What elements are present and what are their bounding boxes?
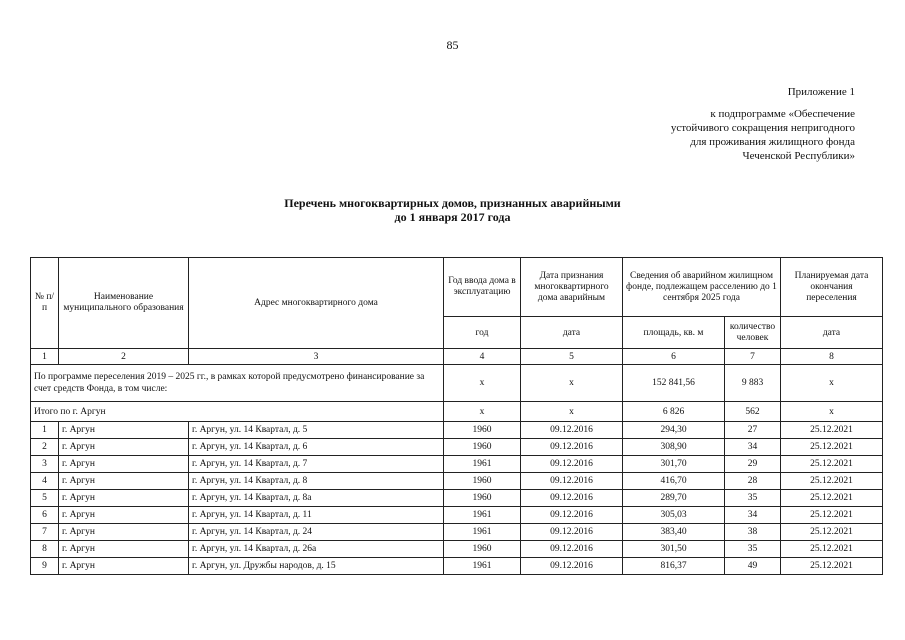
city-total-people: 562 [725,402,781,422]
city-total-end: х [781,402,883,422]
row-address: г. Аргун, ул. Дружбы народов, д. 15 [189,558,444,575]
row-area: 289,70 [623,490,725,507]
appendix-block [625,85,855,163]
appendix-title: Приложение 1 [787,86,855,98]
row-year: 1961 [444,507,521,524]
row-area: 294,30 [623,422,725,439]
row-area: 416,70 [623,473,725,490]
program-total-row [31,365,883,402]
subheader-year: год [444,317,521,349]
header-num: № п/п [31,258,59,349]
row-year: 1961 [444,524,521,541]
row-num: 4 [31,473,59,490]
row-people: 28 [725,473,781,490]
row-num: 7 [31,524,59,541]
document-title-line: до 1 января 2017 года [394,210,511,224]
row-date: 09.12.2016 [521,507,623,524]
row-date: 09.12.2016 [521,558,623,575]
row-people: 35 [725,541,781,558]
data-rows [31,422,883,575]
row-year: 1960 [444,439,521,456]
program-date: х [521,365,623,402]
row-area: 301,70 [623,456,725,473]
column-number: 8 [781,349,883,365]
row-end: 25.12.2021 [781,558,883,575]
table-row [31,541,883,558]
row-num: 9 [31,558,59,575]
table-row [31,456,883,473]
city-total-area: 6 826 [623,402,725,422]
row-date: 09.12.2016 [521,490,623,507]
program-year: х [444,365,521,402]
row-year: 1960 [444,490,521,507]
city-total-date: х [521,402,623,422]
table-row [31,524,883,541]
row-people: 38 [725,524,781,541]
row-year: 1961 [444,456,521,473]
row-date: 09.12.2016 [521,422,623,439]
column-number: 1 [31,349,59,365]
header-recognition-date: Дата признания многоквартирного дома аварийным [521,258,623,317]
row-people: 34 [725,439,781,456]
row-area: 816,37 [623,558,725,575]
row-address: г. Аргун, ул. 14 Квартал, д. 26а [189,541,444,558]
row-address: г. Аргун, ул. 14 Квартал, д. 5 [189,422,444,439]
row-people: 34 [725,507,781,524]
row-people: 49 [725,558,781,575]
row-address: г. Аргун, ул. 14 Квартал, д. 8а [189,490,444,507]
row-people: 27 [725,422,781,439]
row-area: 301,50 [623,541,725,558]
row-municipality: г. Аргун [59,558,189,575]
column-number: 2 [59,349,189,365]
row-address: г. Аргун, ул. 14 Квартал, д. 7 [189,456,444,473]
appendix-line: к подпрограмме «Обеспечение [710,108,855,120]
row-num: 2 [31,439,59,456]
column-number: 7 [725,349,781,365]
appendix-line: устойчивого сокращения непригодного [670,122,855,134]
row-municipality: г. Аргун [59,524,189,541]
city-total-year: х [444,402,521,422]
row-end: 25.12.2021 [781,490,883,507]
row-area: 305,03 [623,507,725,524]
subheader-end-date: дата [781,317,883,349]
subheader-people: количество человек [725,317,781,349]
row-end: 25.12.2021 [781,541,883,558]
row-year: 1961 [444,558,521,575]
header-address: Адрес многоквартирного дома [189,258,444,349]
column-number: 5 [521,349,623,365]
program-people: 9 883 [725,365,781,402]
table-row [31,473,883,490]
subheader-area: площадь, кв. м [623,317,725,349]
column-number: 3 [189,349,444,365]
row-end: 25.12.2021 [781,507,883,524]
row-year: 1960 [444,541,521,558]
header-municipality: Наименование муниципального образования [59,258,189,349]
table-row [31,507,883,524]
table-row [31,422,883,439]
column-number: 6 [623,349,725,365]
row-address: г. Аргун, ул. 14 Квартал, д. 24 [189,524,444,541]
appendix-line: Чеченской Республики» [742,150,855,162]
row-num: 8 [31,541,59,558]
row-municipality: г. Аргун [59,490,189,507]
header-planned-end: Планируемая дата окончания переселения [781,258,883,317]
appendix-line: для проживания жилищного фонда [690,136,855,148]
table-row [31,490,883,507]
row-municipality: г. Аргун [59,473,189,490]
row-date: 09.12.2016 [521,439,623,456]
program-area: 152 841,56 [623,365,725,402]
program-label: По программе переселения 2019 – 2025 гг., в рамках которой предусмотрено финансирование за счет средств Фонда, в том числе: [31,365,444,402]
row-address: г. Аргун, ул. 14 Квартал, д. 11 [189,507,444,524]
row-address: г. Аргун, ул. 14 Квартал, д. 8 [189,473,444,490]
column-numbers-row [31,349,883,365]
row-area: 308,90 [623,439,725,456]
subheader-date: дата [521,317,623,349]
row-year: 1960 [444,473,521,490]
document-title [0,196,905,224]
page-number: 85 [446,38,459,52]
row-end: 25.12.2021 [781,422,883,439]
row-municipality: г. Аргун [59,541,189,558]
row-end: 25.12.2021 [781,439,883,456]
row-num: 6 [31,507,59,524]
document-title-line: Перечень многоквартирных домов, признанных аварийными [284,196,621,210]
city-total-label: Итого по г. Аргун [31,402,444,422]
row-num: 5 [31,490,59,507]
row-municipality: г. Аргун [59,439,189,456]
row-end: 25.12.2021 [781,473,883,490]
row-year: 1960 [444,422,521,439]
row-end: 25.12.2021 [781,524,883,541]
city-total-row [31,402,883,422]
row-people: 29 [725,456,781,473]
row-municipality: г. Аргун [59,422,189,439]
row-num: 3 [31,456,59,473]
header-year-built: Год ввода дома в эксплуатацию [444,258,521,317]
row-people: 35 [725,490,781,507]
row-num: 1 [31,422,59,439]
table-row [31,439,883,456]
table-row [31,558,883,575]
row-municipality: г. Аргун [59,456,189,473]
column-number: 4 [444,349,521,365]
houses-table [30,257,883,575]
row-municipality: г. Аргун [59,507,189,524]
program-end: х [781,365,883,402]
row-date: 09.12.2016 [521,456,623,473]
row-date: 09.12.2016 [521,541,623,558]
row-date: 09.12.2016 [521,524,623,541]
row-end: 25.12.2021 [781,456,883,473]
row-address: г. Аргун, ул. 14 Квартал, д. 6 [189,439,444,456]
header-fund-info: Сведения об аварийном жилищном фонде, подлежащем расселению до 1 сентября 2025 года [623,258,781,317]
header-row [31,258,883,317]
row-area: 383,40 [623,524,725,541]
row-date: 09.12.2016 [521,473,623,490]
